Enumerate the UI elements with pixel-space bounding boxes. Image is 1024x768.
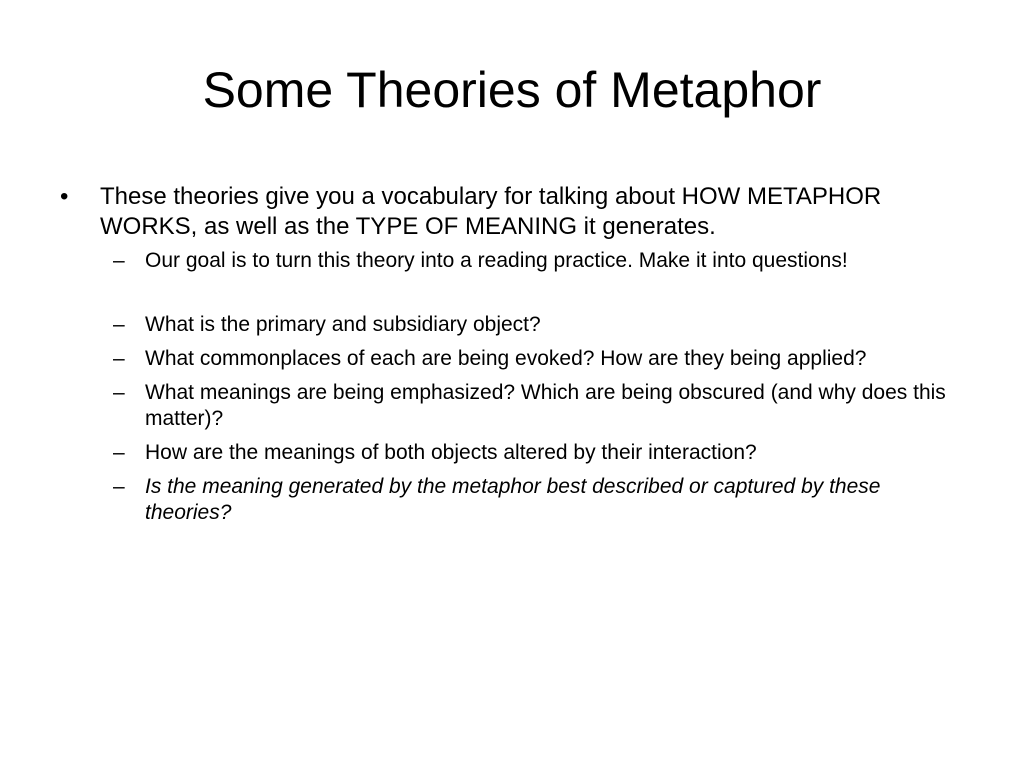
- dash-marker: –: [113, 381, 125, 404]
- dash-marker: –: [113, 249, 125, 272]
- sub-bullet-item: [60, 312, 970, 338]
- dash-marker: –: [113, 347, 125, 370]
- slide-content: [60, 182, 970, 534]
- bullet-text: These theories give you a vocabulary for talking about HOW METAPHOR WORKS, as well as the TYPE OF MEANING it generates.: [100, 183, 882, 240]
- dash-marker: –: [113, 313, 125, 336]
- sub-bullet-text: What commonplaces of each are being evoked? How are they being applied?: [145, 347, 867, 370]
- bullet-item: [60, 182, 970, 242]
- bullet-marker: •: [60, 183, 69, 210]
- sub-bullet-text: What meanings are being emphasized? Which are being obscured (and why does this matter)?: [145, 381, 946, 430]
- sub-bullet-item: [60, 474, 970, 526]
- sub-bullet-item: [60, 346, 970, 372]
- dash-marker: –: [113, 441, 125, 464]
- sub-bullet-item: [60, 248, 970, 274]
- sub-bullet-text: Is the meaning generated by the metaphor best described or captured by these theories?: [145, 475, 881, 524]
- slide-title: Some Theories of Metaphor: [202, 62, 822, 118]
- sub-bullet-text: How are the meanings of both objects altered by their interaction?: [145, 441, 757, 464]
- sub-bullet-list: [60, 248, 970, 526]
- sub-bullet-item: [60, 380, 970, 432]
- sub-bullet-text: Our goal is to turn this theory into a reading practice. Make it into questions!: [145, 249, 848, 272]
- dash-marker: –: [113, 475, 125, 498]
- sub-bullet-text: What is the primary and subsidiary object?: [145, 313, 541, 336]
- sub-bullet-item: [60, 440, 970, 466]
